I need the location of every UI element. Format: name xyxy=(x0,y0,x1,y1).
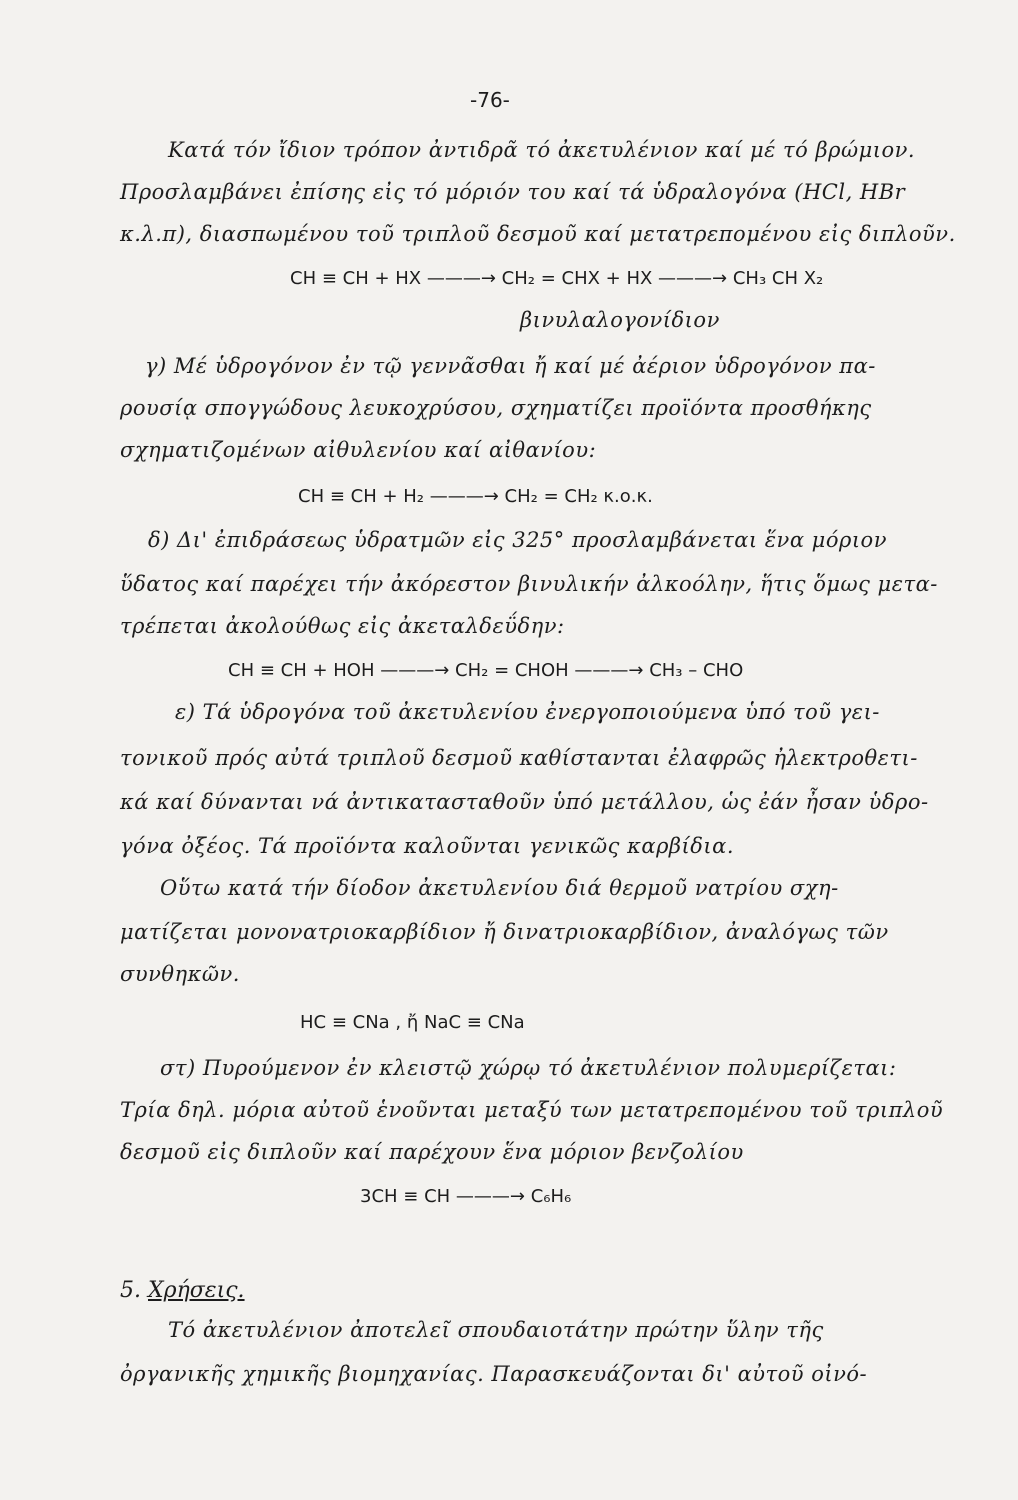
text-line: γόνα ὀξέος. Τά προϊόντα καλοῦνται γενικῶς καρβίδια. xyxy=(120,834,735,858)
text-line: Κατά τόν ἴδιον τρόπον ἀντιδρᾶ τό ἀκετυλένιον καί μέ τό βρώμιον. xyxy=(168,138,916,162)
text-line: Οὕτω κατά τήν δίοδον ἀκετυλενίου διά θερμοῦ νατρίου σχη- xyxy=(160,876,839,900)
section-title: Χρήσεις. xyxy=(148,1278,245,1303)
text-line: συνθηκῶν. xyxy=(120,962,240,986)
equation-hx-addition: CH ≡ CH + HX ———→ CH₂ = CHX + HX ———→ CH₃ CH X₂ xyxy=(290,268,824,289)
text-line: ρουσίᾳ σπογγώδους λευκοχρύσου, σχηματίζει προϊόντα προσθήκης xyxy=(120,396,872,420)
text-line: σχηματιζομένων αἰθυλενίου καί αἰθανίου: xyxy=(120,438,597,462)
section-number: 5. xyxy=(120,1278,141,1303)
page-number: -76- xyxy=(470,88,510,112)
text-line: Προσλαμβάνει ἐπίσης εἰς τό μόριόν του καί τά ὑδραλογόνα (HCl, HBr xyxy=(120,180,906,204)
text-line: Τό ἀκετυλένιον ἀποτελεῖ σπουδαιοτάτην πρώτην ὕλην τῆς xyxy=(168,1318,824,1342)
equation-carbides: HC ≡ CNa , ἤ NaC ≡ CNa xyxy=(300,1012,525,1033)
equation-benzene: 3CH ≡ CH ———→ C₆H₆ xyxy=(360,1186,572,1207)
text-line: κά καί δύνανται νά ἀντικατασταθοῦν ὑπό μετάλλου, ὡς ἐάν ἦσαν ὑδρο- xyxy=(120,790,929,814)
text-line: τονικοῦ πρός αὐτά τριπλοῦ δεσμοῦ καθίστανται ἐλαφρῶς ἠλεκτροθετι- xyxy=(120,746,918,770)
text-line: βινυλαλογονίδιον xyxy=(520,308,720,332)
text-line: στ) Πυρούμενον ἐν κλειστῷ χώρῳ τό ἀκετυλένιον πολυμερίζεται: xyxy=(160,1056,897,1080)
text-line: Τρία δηλ. μόρια αὐτοῦ ἑνοῦνται μεταξύ των μετατρεπομένου τοῦ τριπλοῦ xyxy=(120,1098,944,1122)
text-line: ε) Τά ὑδρογόνα τοῦ ἀκετυλενίου ἐνεργοποιούμενα ὑπό τοῦ γει- xyxy=(175,700,880,724)
text-line: ματίζεται μονονατριοκαρβίδιον ἤ δινατριοκαρβίδιον, ἀναλόγως τῶν xyxy=(120,920,889,944)
section-heading xyxy=(120,1278,245,1303)
text-line: δεσμοῦ εἰς διπλοῦν καί παρέχουν ἕνα μόριον βενζολίου xyxy=(120,1140,744,1164)
equation-hydrogenation: CH ≡ CH + H₂ ———→ CH₂ = CH₂ κ.ο.κ. xyxy=(298,486,653,507)
text-line: ὕδατος καί παρέχει τήν ἀκόρεστον βινυλικήν ἀλκοόλην, ἥτις ὅμως μετα- xyxy=(120,572,938,596)
text-line: ὀργανικῆς χημικῆς βιομηχανίας. Παρασκευάζονται δι' αὐτοῦ οἰνό- xyxy=(120,1362,868,1386)
text-line: γ) Μέ ὑδρογόνον ἐν τῷ γεννᾶσθαι ἤ καί μέ ἀέριον ὑδρογόνον πα- xyxy=(145,354,876,378)
text-line: δ) Δι' ἐπιδράσεως ὑδρατμῶν εἰς 325° προσλαμβάνεται ἕνα μόριον xyxy=(148,528,887,552)
equation-hydration: CH ≡ CH + HOH ———→ CH₂ = CHOH ———→ CH₃ – CHO xyxy=(228,660,744,681)
text-line: τρέπεται ἀκολούθως εἰς ἀκεταλδεΰδην: xyxy=(120,614,565,638)
text-line: κ.λ.π), διασπωμένου τοῦ τριπλοῦ δεσμοῦ καί μετατρεπομένου εἰς διπλοῦν. xyxy=(120,222,956,246)
